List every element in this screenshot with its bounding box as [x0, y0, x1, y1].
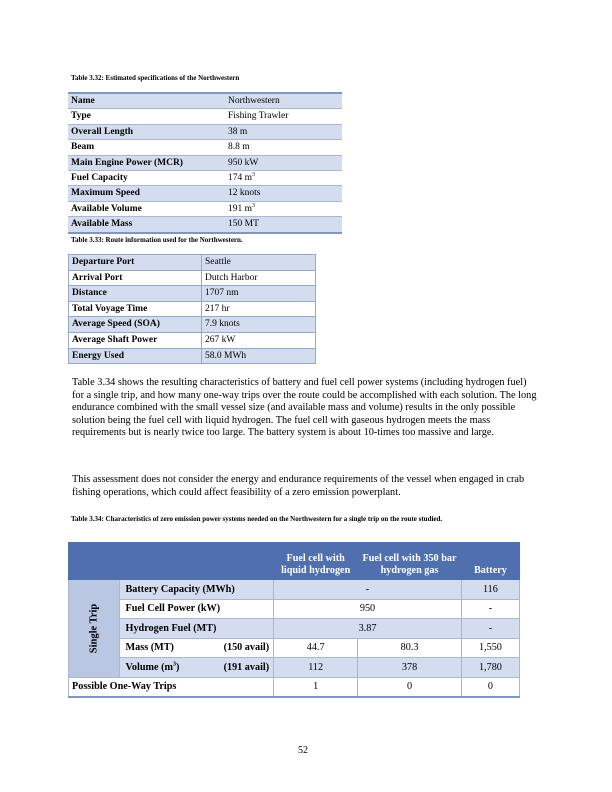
route-key: Average Shaft Power: [69, 332, 202, 348]
table-row: [68, 186, 342, 201]
value-cell: 1: [274, 677, 358, 697]
vessel-spec-table: [68, 92, 342, 234]
spec-key: Beam: [68, 140, 225, 155]
route-key: Average Speed (SOA): [69, 317, 202, 333]
header-battery: Battery: [461, 543, 519, 580]
cube-superscript: 3: [252, 171, 256, 178]
merged-cell: -: [274, 580, 462, 600]
header-gas-hydrogen: Fuel cell with 350 bar hydrogen gas: [358, 543, 462, 580]
merged-cell: 3.87: [274, 619, 462, 639]
spec-key: Available Mass: [68, 217, 225, 233]
route-value: 58.0 MWh: [202, 348, 316, 364]
table-row: [69, 658, 520, 678]
table-row: [69, 301, 316, 317]
row-label: Battery Capacity (MWh): [119, 580, 274, 600]
spec-value: 150 MT: [225, 217, 342, 233]
route-value: 1707 nm: [202, 286, 316, 302]
mass-avail: (150 avail): [223, 642, 270, 654]
route-key: Energy Used: [69, 348, 202, 364]
value-cell: 0: [358, 677, 462, 697]
value-cell: 1,550: [461, 638, 519, 658]
route-value: 217 hr: [202, 301, 316, 317]
table-row: [68, 93, 342, 109]
spec-value: Fishing Trawler: [225, 109, 342, 124]
row-label: Hydrogen Fuel (MT): [119, 619, 274, 639]
battery-cell: -: [461, 619, 519, 639]
spec-key: Overall Length: [68, 124, 225, 139]
header-liquid-hydrogen: Fuel cell with liquid hydrogen: [274, 543, 358, 580]
battery-cell: -: [461, 599, 519, 619]
table-row: [69, 677, 520, 697]
spec-key: Available Volume: [68, 201, 225, 216]
table-row: [68, 140, 342, 155]
spec-value: Northwestern: [225, 93, 342, 109]
route-key: Total Voyage Time: [69, 301, 202, 317]
table-3-33-caption: Table 3.33: Route information used for the Northwestern.: [71, 236, 243, 244]
value-cell: 112: [274, 658, 358, 678]
table-row: [68, 155, 342, 170]
value-cell: 80.3: [358, 638, 462, 658]
spec-value: [225, 201, 342, 216]
value-cell: 378: [358, 658, 462, 678]
table-row: [69, 638, 520, 658]
spec-key: Type: [68, 109, 225, 124]
value-cell: 1,780: [461, 658, 519, 678]
table-row: [68, 124, 342, 139]
spec-value: 950 kW: [225, 155, 342, 170]
table-row: [69, 317, 316, 333]
table-row: [69, 255, 316, 271]
fuel-capacity-value: 174 m: [228, 173, 253, 184]
spec-key: Name: [68, 93, 225, 109]
table-3-32-caption: Table 3.32: Estimated specifications of the Northwestern: [71, 74, 240, 82]
paragraph-results: Table 3.34 shows the resulting characteristics of battery and fuel cell power systems (including hydrogen fuel) for a single trip, and how many one-way trips over the route could be accomplished with each solution. The long endurance combined with the small vessel size (and available mass and volume) results in the only possible solution being the fuel cell with liquid hydrogen. The fuel cell with gaseous hydrogen meets the mass requirements but is nearly twice too large. The battery system is about 10-times too massive and large.: [72, 377, 537, 439]
route-key: Distance: [69, 286, 202, 302]
zero-emission-table: [68, 542, 520, 698]
battery-cell: 116: [461, 580, 519, 600]
table-row: [68, 217, 342, 233]
volume-avail: (191 avail): [223, 661, 270, 673]
table-header-row: [69, 543, 520, 580]
route-value: Seattle: [202, 255, 316, 271]
route-info-table: [68, 254, 316, 364]
spec-value: [225, 171, 342, 186]
route-key: Arrival Port: [69, 270, 202, 286]
spec-key: Maximum Speed: [68, 186, 225, 201]
row-label: Possible One-Way Trips: [69, 677, 274, 697]
table-row: [68, 109, 342, 124]
cube-superscript: 3: [252, 202, 256, 209]
route-key: Departure Port: [69, 255, 202, 271]
route-value: Dutch Harbor: [202, 270, 316, 286]
table-row: [69, 599, 520, 619]
route-value: 7.9 knots: [202, 317, 316, 333]
volume-label-end: ): [175, 661, 180, 673]
row-label: [119, 658, 274, 678]
spec-value: 12 knots: [225, 186, 342, 201]
table-3-34-caption: Table 3.34: Characteristics of zero emission power systems needed on the Northwestern for a single trip on the route studied.: [71, 515, 443, 523]
table-row: [69, 348, 316, 364]
table-row: [69, 286, 316, 302]
available-volume-value: 191 m: [228, 203, 253, 214]
mass-label: Mass (MT): [125, 642, 174, 654]
value-cell: 0: [461, 677, 519, 697]
header-blank: [69, 543, 274, 580]
value-cell: 44.7: [274, 638, 358, 658]
table-row: [68, 171, 342, 186]
table-row: [69, 619, 520, 639]
paragraph-assessment: This assessment does not consider the energy and endurance requirements of the vessel when engaged in crab fishing operations, which could affect feasibility of a zero emission powerplant.: [72, 474, 525, 498]
route-value: 267 kW: [202, 332, 316, 348]
table-row: [69, 580, 520, 600]
volume-superscript: 3: [172, 661, 176, 668]
spec-value: 8.8 m: [225, 140, 342, 155]
page-number: 52: [298, 745, 308, 756]
table-row: [69, 270, 316, 286]
table-row: [68, 201, 342, 216]
table-row: [69, 332, 316, 348]
merged-cell: 950: [274, 599, 462, 619]
single-trip-label: Single Trip: [69, 580, 120, 678]
spec-value: 38 m: [225, 124, 342, 139]
spec-key: Fuel Capacity: [68, 171, 225, 186]
spec-key: Main Engine Power (MCR): [68, 155, 225, 170]
row-label: Fuel Cell Power (kW): [119, 599, 274, 619]
volume-label: Volume (m: [125, 661, 173, 673]
row-label: [119, 638, 274, 658]
